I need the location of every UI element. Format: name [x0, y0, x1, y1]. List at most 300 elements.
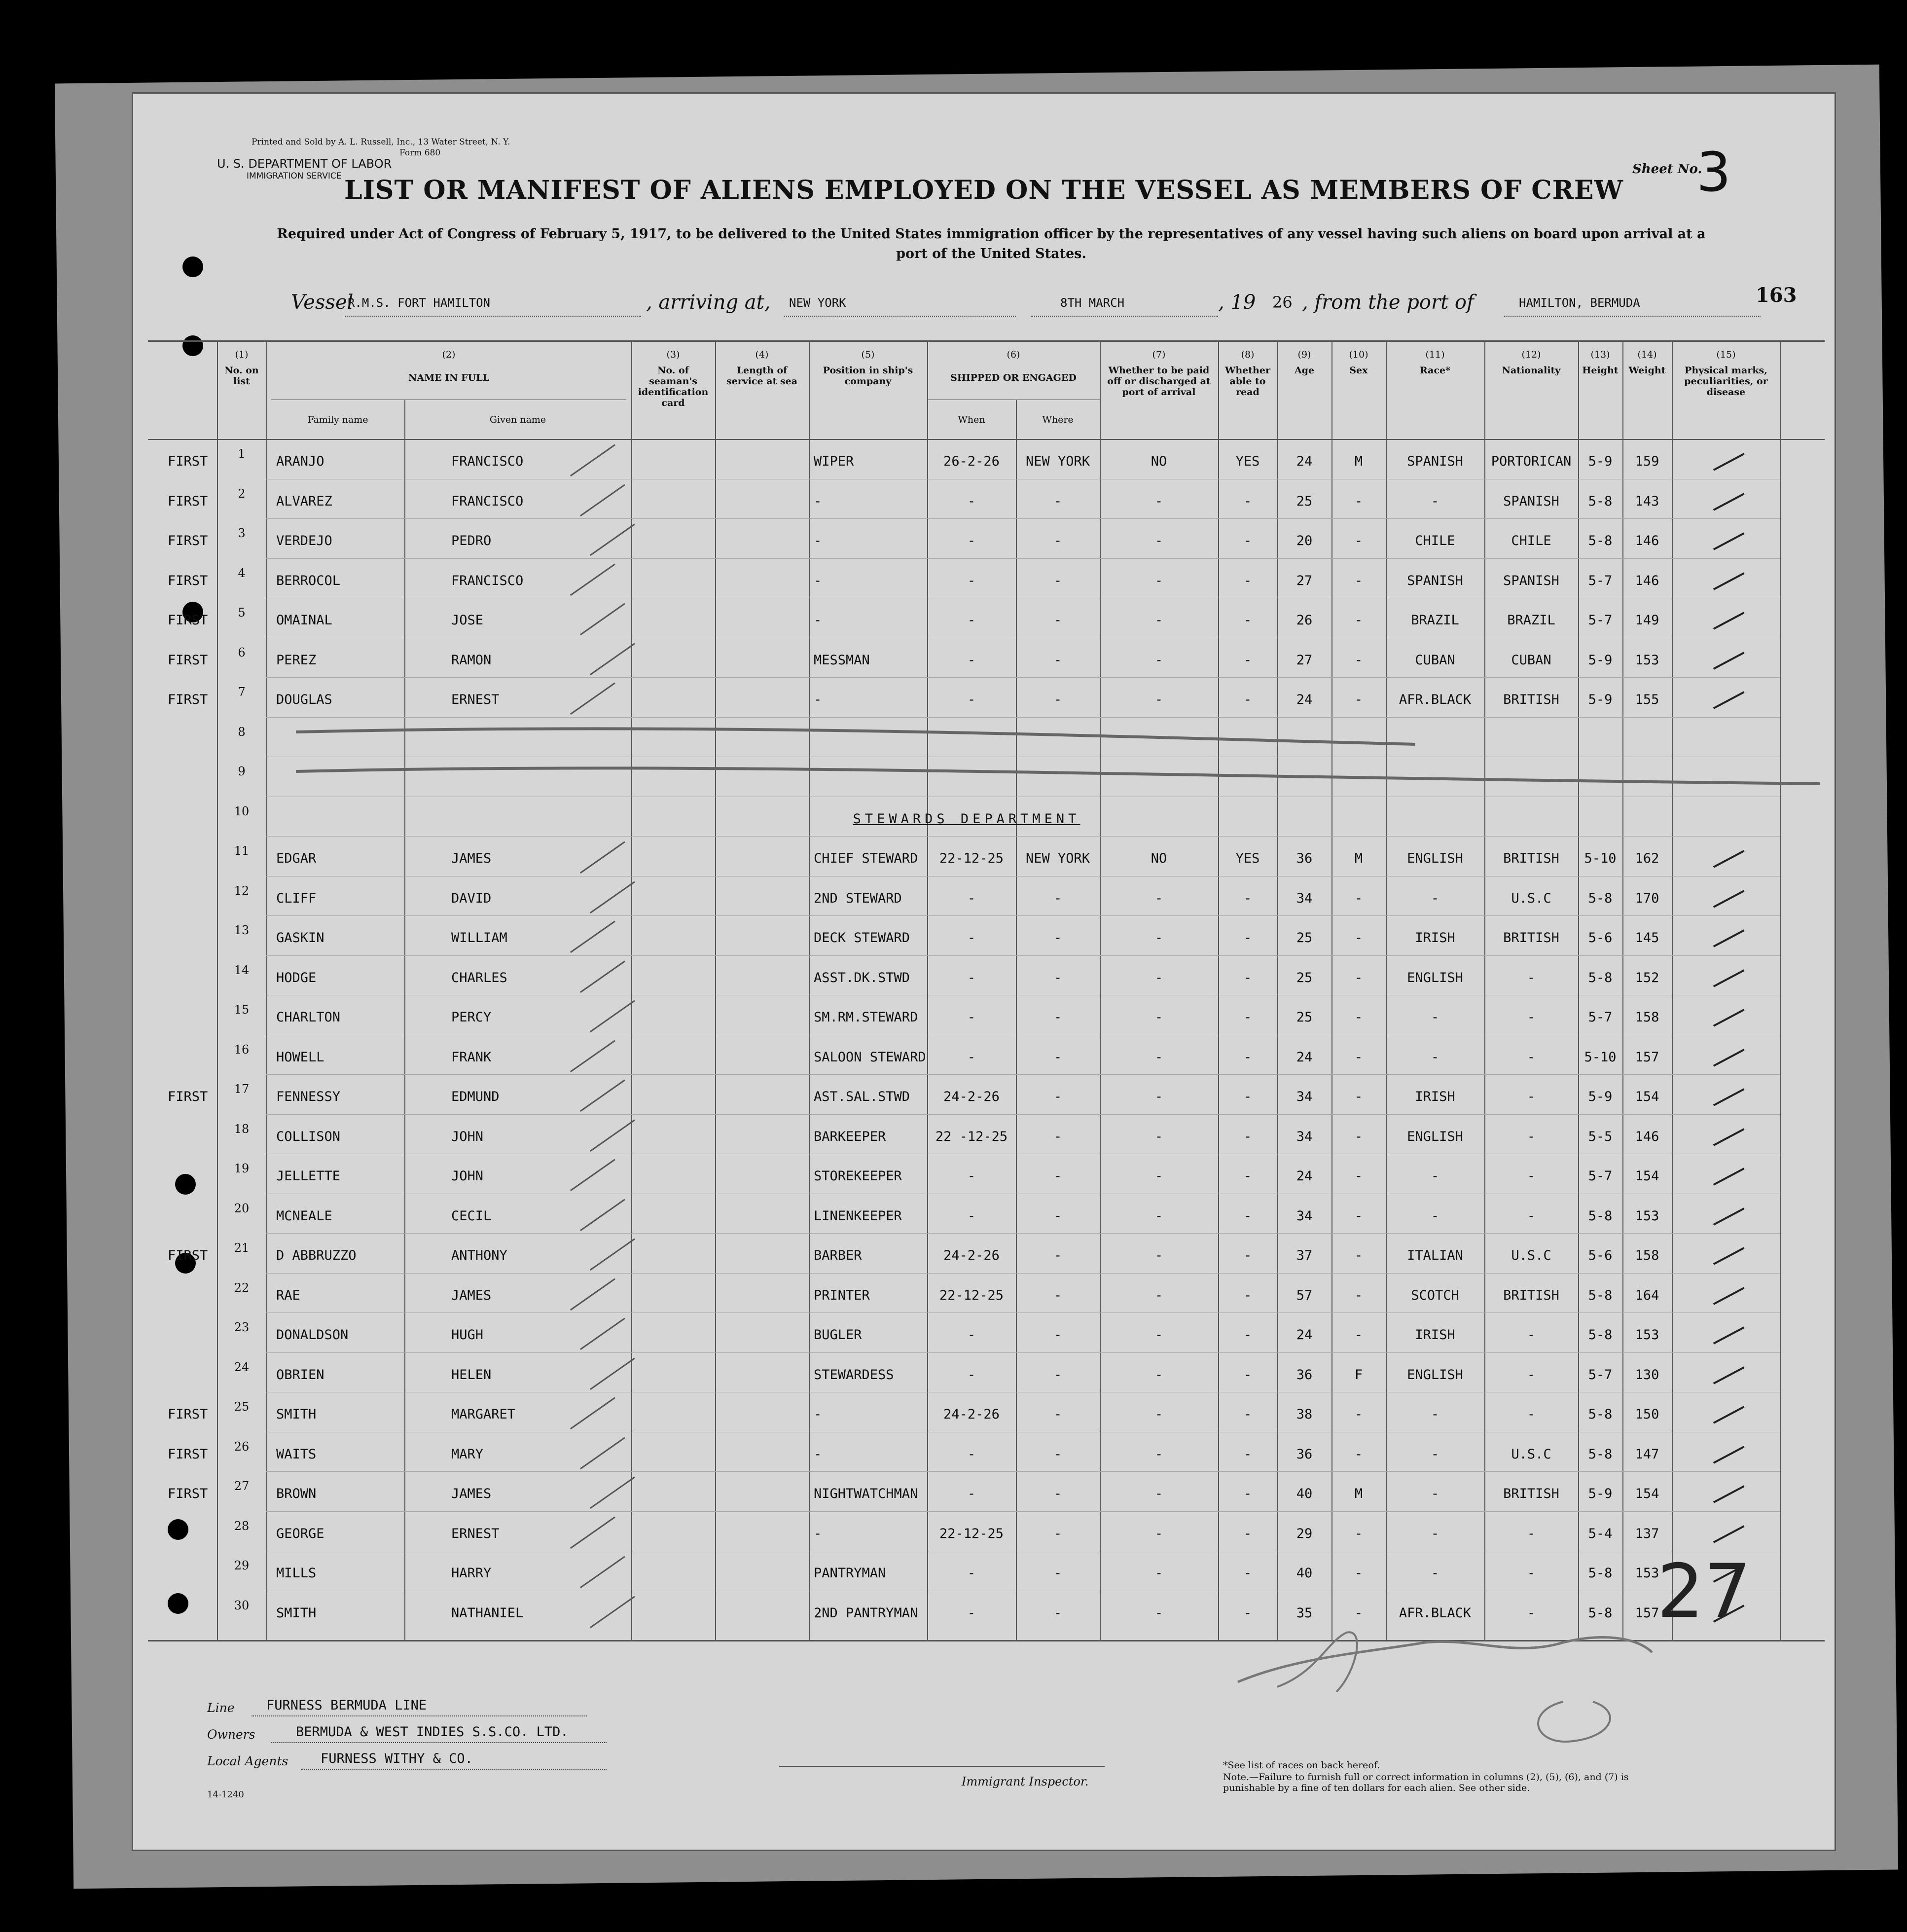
cell-ht: 5-8	[1588, 1208, 1613, 1224]
subheader-when: When	[958, 414, 985, 425]
row-number: 6	[238, 645, 246, 659]
cell-wt: 164	[1635, 1287, 1659, 1303]
cell-wt: 154	[1635, 1089, 1659, 1104]
cell-read: -	[1243, 1208, 1252, 1224]
cell-fam: OBRIEN	[276, 1367, 324, 1383]
cell-ht: 5-8	[1588, 533, 1613, 548]
check-mark	[1708, 482, 1745, 511]
check-mark	[1708, 562, 1745, 590]
cell-giv: PEDRO	[451, 533, 492, 548]
cell-wt: 130	[1635, 1367, 1659, 1383]
cell-wt: 155	[1635, 692, 1659, 707]
cell-nat: BRITISH	[1503, 1287, 1559, 1303]
check-mark	[563, 673, 615, 715]
vessel-name: R.M.S. FORT HAMILTON	[348, 296, 490, 310]
cell-wt: 170	[1635, 890, 1659, 906]
cell-giv: PERCY	[451, 1010, 492, 1025]
cell-sex: -	[1354, 890, 1363, 906]
cell-where: -	[1053, 1446, 1062, 1462]
row-number: 5	[238, 606, 246, 620]
check-mark	[573, 1308, 625, 1350]
cell-wt: 154	[1635, 1486, 1659, 1501]
check-mark	[1708, 1395, 1745, 1424]
row-number: 16	[234, 1042, 250, 1057]
check-mark	[563, 911, 615, 953]
column-rule	[1578, 340, 1579, 1640]
check-mark	[573, 1070, 625, 1112]
cell-sex: -	[1354, 1605, 1363, 1621]
row-number: 10	[234, 804, 250, 818]
cell-pos: NIGHTWATCHMAN	[814, 1486, 918, 1501]
cell-giv: DAVID	[451, 890, 492, 906]
cell-pos: -	[814, 692, 822, 707]
cell-giv: JAMES	[451, 1287, 492, 1303]
check-mark	[1708, 1038, 1745, 1067]
cell-fam: GASKIN	[276, 930, 324, 946]
cell-where: -	[1053, 1208, 1062, 1224]
column-header-c11: Race*	[1419, 365, 1451, 376]
cell-race: ENGLISH	[1407, 1129, 1463, 1144]
cell-giv: FRANK	[451, 1049, 492, 1065]
cell-where: -	[1053, 970, 1062, 985]
row-number: 17	[234, 1082, 250, 1096]
cell-fam: SMITH	[276, 1407, 317, 1422]
cell-giv: HELEN	[451, 1367, 492, 1383]
row-rule	[266, 1511, 1780, 1512]
cell-wt: 153	[1635, 1566, 1659, 1581]
cell-ht: 5-8	[1588, 1407, 1613, 1422]
cell-giv: NATHANIEL	[451, 1605, 524, 1621]
cell-paid: NO	[1151, 851, 1167, 866]
check-mark	[1708, 1157, 1745, 1186]
cell-ht: 5-7	[1588, 1168, 1613, 1184]
agents-label: Local Agents	[207, 1754, 288, 1768]
check-mark	[1708, 879, 1745, 908]
cell-where: -	[1053, 1168, 1062, 1184]
cell-age: 36	[1296, 1367, 1313, 1383]
cell-where: -	[1053, 1566, 1062, 1581]
cell-age: 24	[1296, 1168, 1313, 1184]
subheader-given: Given name	[489, 414, 546, 425]
cell-fam: BROWN	[276, 1486, 317, 1501]
cell-ht: 5-8	[1588, 493, 1613, 509]
column-rule	[1622, 340, 1623, 1640]
cell-race: CHILE	[1415, 533, 1455, 548]
check-mark	[563, 1506, 615, 1548]
cell-ht: 5-6	[1588, 1248, 1613, 1263]
cell-cls: FIRST	[168, 1486, 208, 1501]
column-number: (6)	[1007, 349, 1020, 360]
stamp-number: 163	[1756, 284, 1797, 307]
cell-fam: DOUGLAS	[276, 692, 332, 707]
cell-sex: F	[1354, 1367, 1363, 1383]
cell-when: -	[967, 1566, 976, 1581]
row-rule	[266, 955, 1780, 956]
cell-nat: -	[1527, 970, 1536, 985]
cell-giv: FRANCISCO	[451, 454, 524, 469]
cell-age: 27	[1296, 652, 1313, 668]
cell-pos: BARKEEPER	[814, 1129, 886, 1144]
check-mark	[583, 1586, 635, 1628]
cell-nat: U.S.C	[1511, 1446, 1551, 1462]
cell-nat: -	[1527, 1526, 1536, 1541]
cell-wt: 153	[1635, 1327, 1659, 1343]
cell-giv: RAMON	[451, 652, 492, 668]
cell-fam: CHARLTON	[276, 1010, 341, 1025]
cell-ht: 5-9	[1588, 692, 1613, 707]
cell-age: 34	[1296, 1129, 1313, 1144]
column-header-c1: No. on list	[224, 365, 259, 387]
row-rule	[266, 1114, 1780, 1115]
cell-paid: -	[1154, 1446, 1163, 1462]
cell-when: -	[967, 1010, 976, 1025]
row-number: 14	[234, 963, 250, 977]
cell-where: -	[1053, 1407, 1062, 1422]
cell-read: -	[1243, 1129, 1252, 1144]
service-name: IMMIGRATION SERVICE	[247, 171, 342, 181]
check-mark	[583, 1467, 635, 1509]
cell-pos: -	[814, 1407, 822, 1422]
cell-nat: -	[1527, 1129, 1536, 1144]
cell-when: -	[967, 1367, 976, 1383]
inspector-label: Immigrant Inspector.	[962, 1775, 1089, 1788]
check-mark	[563, 435, 615, 476]
row-number: 3	[238, 526, 246, 540]
cell-paid: -	[1154, 493, 1163, 509]
cell-pos: STOREKEEPER	[814, 1168, 902, 1184]
check-mark	[1708, 522, 1745, 550]
cell-when: -	[967, 1605, 976, 1621]
column-header-c12: Nationality	[1502, 365, 1561, 376]
column-number: (11)	[1425, 349, 1445, 360]
cell-read: -	[1243, 573, 1252, 588]
cell-fam: BERROCOL	[276, 573, 341, 588]
cell-pos: -	[814, 533, 822, 548]
cell-race: -	[1431, 1010, 1439, 1025]
column-header-c8: Whether able to read	[1225, 365, 1270, 398]
check-mark	[1708, 1316, 1745, 1345]
cell-paid: -	[1154, 1129, 1163, 1144]
row-number: 30	[234, 1598, 250, 1612]
cell-fam: GEORGE	[276, 1526, 324, 1541]
cell-age: 34	[1296, 1208, 1313, 1224]
cell-when: 22-12-25	[939, 1526, 1004, 1541]
column-number: (7)	[1152, 349, 1166, 360]
cell-race: IRISH	[1415, 1327, 1455, 1343]
check-mark	[583, 1348, 635, 1389]
cell-sex: M	[1354, 851, 1363, 866]
cell-nat: CHILE	[1511, 533, 1551, 548]
check-mark	[1708, 1356, 1745, 1385]
cell-pos: -	[814, 1446, 822, 1462]
cell-ht: 5-8	[1588, 1287, 1613, 1303]
cell-pos: SALOON STEWARD	[814, 1049, 926, 1065]
column-number: (5)	[861, 349, 875, 360]
cell-giv: WILLIAM	[451, 930, 507, 946]
cell-ht: 5-7	[1588, 573, 1613, 588]
cell-read: -	[1243, 652, 1252, 668]
cell-race: AFR.BLACK	[1399, 1605, 1472, 1621]
cell-where: -	[1053, 1327, 1062, 1343]
row-number: 11	[234, 844, 250, 858]
cell-fam: SMITH	[276, 1605, 317, 1621]
inspector-signature	[1218, 1598, 1662, 1761]
cell-nat: -	[1527, 1208, 1536, 1224]
cell-read: -	[1243, 1049, 1252, 1065]
check-mark	[583, 633, 635, 675]
column-header-c5: Position in ship's company	[823, 365, 913, 387]
cell-wt: 149	[1635, 613, 1659, 628]
check-mark	[1708, 919, 1745, 948]
check-mark	[583, 1229, 635, 1271]
cell-cls: FIRST	[168, 573, 208, 588]
check-mark	[1708, 1118, 1745, 1146]
cell-ht: 5-8	[1588, 1446, 1613, 1462]
cell-ht: 5-5	[1588, 1129, 1613, 1144]
row-number: 21	[234, 1241, 250, 1255]
arriving-label: , arriving at,	[646, 291, 771, 314]
cell-paid: -	[1154, 533, 1163, 548]
check-mark	[573, 474, 625, 516]
cell-cls: FIRST	[168, 613, 208, 628]
check-mark	[1708, 839, 1745, 868]
year-prefix: , 19	[1218, 291, 1256, 314]
column-header-c2: NAME IN FULL	[408, 372, 489, 383]
cell-where: -	[1053, 930, 1062, 946]
cell-wt: 153	[1635, 1208, 1659, 1224]
manifest-subtitle: Required under Act of Congress of February 5, 1917, to be delivered to the United States immigration officer by the representatives of any vessel having such aliens on board upon arrival at a port of the United States.	[277, 226, 1706, 261]
cell-paid: -	[1154, 1287, 1163, 1303]
cell-pos: PANTRYMAN	[814, 1566, 886, 1581]
row-rule	[266, 1352, 1780, 1353]
cell-pos: BUGLER	[814, 1327, 862, 1343]
row-number: 1	[238, 447, 246, 461]
cell-nat: U.S.C	[1511, 890, 1551, 906]
cell-fam: HOWELL	[276, 1049, 324, 1065]
cell-pos: LINENKEEPER	[814, 1208, 902, 1224]
cell-when: 24-2-26	[943, 1407, 1000, 1422]
cell-fam: D ABBRUZZO	[276, 1248, 357, 1263]
cell-age: 24	[1296, 454, 1313, 469]
cell-wt: 157	[1635, 1605, 1659, 1621]
arrival-date: 8TH MARCH	[1060, 296, 1125, 310]
cell-age: 34	[1296, 1089, 1313, 1104]
check-mark	[1708, 442, 1745, 471]
cell-sex: -	[1354, 1129, 1363, 1144]
cell-read: YES	[1235, 851, 1260, 866]
cell-race: -	[1431, 890, 1439, 906]
row-number: 25	[234, 1400, 250, 1414]
row-number: 8	[238, 725, 246, 739]
cell-ht: 5-7	[1588, 613, 1613, 628]
cell-sex: M	[1354, 1486, 1363, 1501]
column-rule	[715, 340, 716, 1640]
cell-ht: 5-7	[1588, 1367, 1613, 1383]
cell-when: 26-2-26	[943, 454, 1000, 469]
cell-wt: 147	[1635, 1446, 1659, 1462]
cell-ht: 5-9	[1588, 1486, 1613, 1501]
cell-fam: RAE	[276, 1287, 300, 1303]
cell-when: -	[967, 1446, 976, 1462]
check-mark	[583, 990, 635, 1032]
column-rule	[927, 340, 928, 1640]
column-rule	[809, 340, 810, 1640]
cell-ht: 5-8	[1588, 1566, 1613, 1581]
cell-age: 26	[1296, 613, 1313, 628]
cell-race: -	[1431, 1526, 1439, 1541]
cell-pos: STEWARDESS	[814, 1367, 894, 1383]
cell-age: 25	[1296, 1010, 1313, 1025]
cell-pos: DECK STEWARD	[814, 930, 910, 946]
cell-read: -	[1243, 890, 1252, 906]
column-rule	[1386, 340, 1387, 1640]
cell-where: -	[1053, 1089, 1062, 1104]
cell-read: -	[1243, 1446, 1252, 1462]
check-mark	[1708, 1515, 1745, 1543]
cell-race: -	[1431, 493, 1439, 509]
row-number: 22	[234, 1280, 250, 1295]
cell-sex: -	[1354, 1208, 1363, 1224]
cell-wt: 159	[1635, 454, 1659, 469]
cell-when: -	[967, 930, 976, 946]
column-rule	[1672, 340, 1673, 1640]
cell-paid: -	[1154, 1248, 1163, 1263]
row-rule	[266, 1312, 1780, 1313]
check-mark	[1708, 601, 1745, 630]
cell-where: -	[1053, 533, 1062, 548]
check-mark	[1708, 959, 1745, 987]
cell-fam: CLIFF	[276, 890, 317, 906]
cell-nat: -	[1527, 1367, 1536, 1383]
line-label: Line	[207, 1701, 235, 1715]
cell-age: 20	[1296, 533, 1313, 548]
row-number: 29	[234, 1559, 250, 1572]
column-rule	[1218, 340, 1219, 1640]
cell-paid: -	[1154, 1208, 1163, 1224]
cell-when: -	[967, 1049, 976, 1065]
row-rule	[266, 836, 1780, 837]
cell-paid: -	[1154, 1526, 1163, 1541]
cell-race: CUBAN	[1415, 652, 1455, 668]
cell-race: -	[1431, 1566, 1439, 1581]
section-heading: STEWARDS DEPARTMENT	[853, 811, 1080, 827]
cell-read: -	[1243, 970, 1252, 985]
cell-nat: BRAZIL	[1507, 613, 1555, 628]
column-header-c9: Age	[1294, 365, 1315, 376]
column-header-c3: No. of seaman's identification card	[638, 365, 709, 408]
cell-paid: -	[1154, 970, 1163, 985]
cell-ht: 5-8	[1588, 970, 1613, 985]
cell-ht: 5-7	[1588, 1010, 1613, 1025]
cell-fam: FENNESSY	[276, 1089, 341, 1104]
cell-paid: -	[1154, 613, 1163, 628]
cell-pos: 2ND PANTRYMAN	[814, 1605, 918, 1621]
owners-label: Owners	[207, 1727, 255, 1742]
cell-cls: FIRST	[168, 1446, 208, 1462]
cell-paid: -	[1154, 1605, 1163, 1621]
column-header-c15: Physical marks, peculiarities, or disease	[1684, 365, 1768, 398]
cell-giv: CECIL	[451, 1208, 492, 1224]
cell-fam: WAITS	[276, 1446, 317, 1462]
check-mark	[573, 1189, 625, 1231]
cell-sex: -	[1354, 613, 1363, 628]
cell-fam: DONALDSON	[276, 1327, 349, 1343]
cell-where: -	[1053, 1367, 1062, 1383]
cell-read: -	[1243, 1248, 1252, 1263]
check-mark	[573, 950, 625, 992]
cell-wt: 146	[1635, 573, 1659, 588]
cell-fam: ARANJO	[276, 454, 324, 469]
cell-age: 25	[1296, 930, 1313, 946]
check-mark	[583, 514, 635, 556]
cell-where: -	[1053, 573, 1062, 588]
column-header-c7: Whether to be paid off or discharged at port of arrival	[1107, 365, 1211, 398]
column-header-c14: Weight	[1628, 365, 1666, 376]
cell-age: 25	[1296, 493, 1313, 509]
cell-wt: 158	[1635, 1248, 1659, 1263]
cell-age: 36	[1296, 1446, 1313, 1462]
cell-when: -	[967, 1327, 976, 1343]
row-number: 19	[234, 1162, 250, 1175]
cell-when: -	[967, 1168, 976, 1184]
column-number: (1)	[235, 349, 249, 360]
cell-sex: -	[1354, 1446, 1363, 1462]
cell-fam: ALVAREZ	[276, 493, 332, 509]
cell-sex: -	[1354, 573, 1363, 588]
cell-pos: ASST.DK.STWD	[814, 970, 910, 985]
cell-wt: 137	[1635, 1526, 1659, 1541]
cell-giv: FRANCISCO	[451, 493, 524, 509]
cell-nat: -	[1527, 1605, 1536, 1621]
cell-wt: 158	[1635, 1010, 1659, 1025]
cell-fam: HODGE	[276, 970, 317, 985]
cell-paid: -	[1154, 1089, 1163, 1104]
cell-ht: 5-4	[1588, 1526, 1613, 1541]
cell-age: 35	[1296, 1605, 1313, 1621]
cell-ht: 5-8	[1588, 890, 1613, 906]
row-rule	[266, 558, 1780, 559]
cell-read: -	[1243, 930, 1252, 946]
cell-giv: HUGH	[451, 1327, 484, 1343]
cell-giv: ERNEST	[451, 692, 500, 707]
cell-read: -	[1243, 1287, 1252, 1303]
cell-pos: PRINTER	[814, 1287, 870, 1303]
cell-fam: PEREZ	[276, 652, 317, 668]
cell-where: -	[1053, 1605, 1062, 1621]
cell-sex: -	[1354, 1248, 1363, 1263]
cell-paid: -	[1154, 692, 1163, 707]
cell-pos: -	[814, 1526, 822, 1541]
cell-when: -	[967, 890, 976, 906]
cell-wt: 153	[1635, 652, 1659, 668]
cell-nat: SPANISH	[1503, 573, 1559, 588]
cell-nat: -	[1527, 1407, 1536, 1422]
punch-hole	[182, 256, 203, 277]
cell-ht: 5-10	[1584, 1049, 1617, 1065]
cell-sex: -	[1354, 1526, 1363, 1541]
cell-read: -	[1243, 1327, 1252, 1343]
cell-read: -	[1243, 533, 1252, 548]
cell-paid: -	[1154, 1367, 1163, 1383]
cell-read: -	[1243, 1605, 1252, 1621]
check-mark	[583, 1109, 635, 1151]
race-note: *See list of races on back hereof.	[1223, 1760, 1380, 1771]
cell-wt: 143	[1635, 493, 1659, 509]
cell-sex: -	[1354, 930, 1363, 946]
cell-nat: -	[1527, 1010, 1536, 1025]
cell-giv: JOSE	[451, 613, 484, 628]
row-number: 13	[234, 923, 250, 937]
